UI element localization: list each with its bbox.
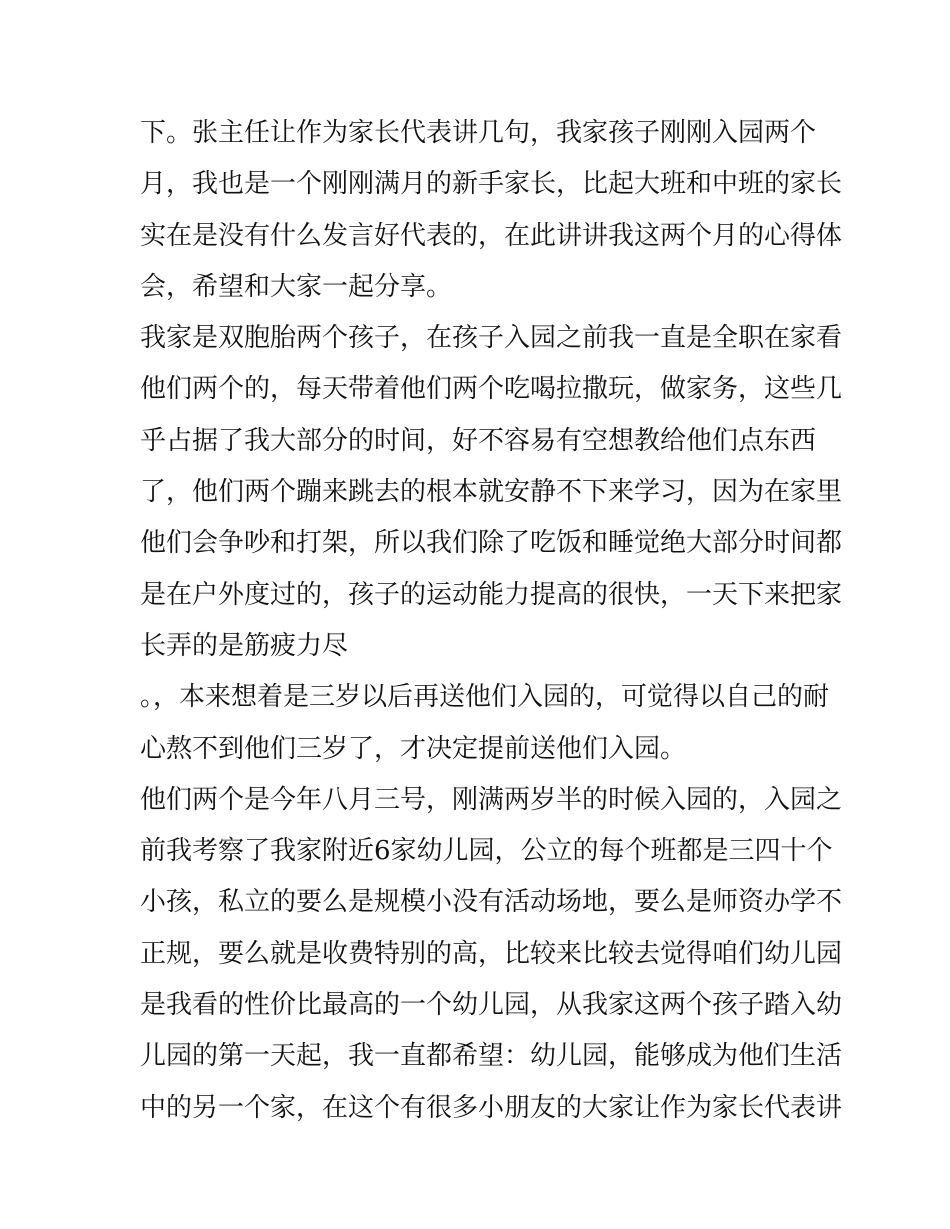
text-line: 前我考察了我家附近6家幼儿园，公立的每个班都是三四十个 [140,836,833,867]
text-line: 心熬不到他们三岁了，才决定提前送他们入园。 [140,733,687,764]
text-line: 正规，要么就是收费特别的高，比较来比较去觉得咱们幼儿园 [140,938,843,969]
text-line: 会，希望和大家一起分享。 [140,271,453,302]
text-line: 下。张主任让作为家长代表讲几句，我家孩子刚刚入园两个 [140,118,817,148]
text-line: 是在户外度过的，孩子的运动能力提高的很快，一天下来把家 [140,579,843,610]
text-line: 乎占据了我大部分的时间，好不容易有空想教给他们点东西 [140,425,817,456]
text-line: 是我看的性价比最高的一个幼儿园，从我家这两个孩子踏入幼 [140,990,843,1021]
text-line: 月，我也是一个刚刚满月的新手家长，比起大班和中班的家长 [140,169,843,200]
text-line: 。，本来想着是三岁以后再送他们入园的，可觉得以自己的耐 [140,682,830,713]
text-line: 实在是没有什么发言好代表的，在此讲讲我这两个月的心得体 [140,220,843,251]
text-line: 长弄的是筋疲力尽 [140,630,349,661]
document-body [140,108,843,1134]
text-line: 了，他们两个蹦来跳去的根本就安静不下来学习，因为在家里 [140,477,843,508]
text-line: 他们两个的，每天带着他们两个吃喝拉撒玩，做家务，这些几 [140,374,843,405]
text-line: 他们两个是今年八月三号，刚满两岁半的时候入园的，入园之 [140,784,843,815]
text-line: 儿园的第一天起，我一直都希望：幼儿园，能够成为他们生活 [140,1041,843,1072]
text-line: 他们会争吵和打架，所以我们除了吃饭和睡觉绝大部分时间都 [140,528,843,559]
text-line: 中的另一个家，在这个有很多小朋友的大家让作为家长代表讲 [140,1092,843,1123]
text-line: 小孩，私立的要么是规模小没有活动场地，要么是师资办学不 [140,887,843,918]
text-line: 我家是双胞胎两个孩子，在孩子入园之前我一直是全职在家看 [140,323,843,354]
